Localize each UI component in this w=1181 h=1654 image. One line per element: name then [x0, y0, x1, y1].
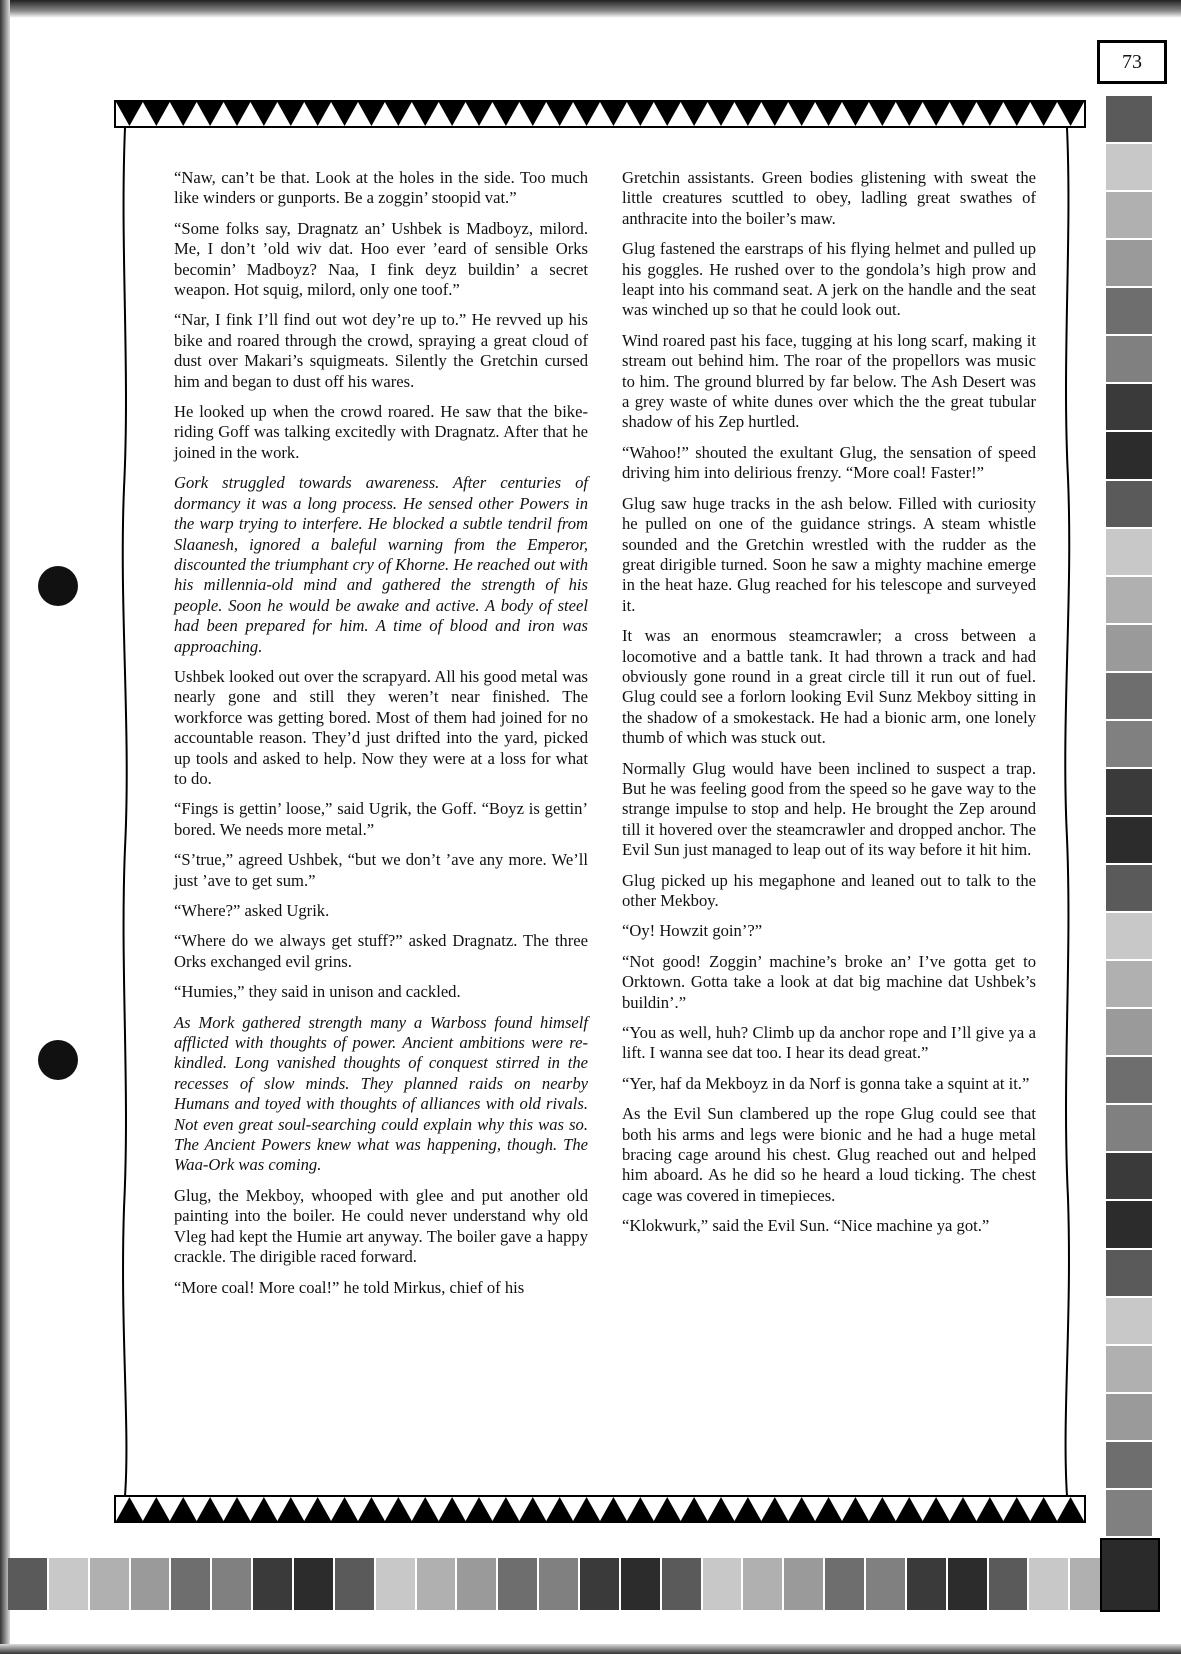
zigzag-triangle [734, 1497, 761, 1521]
glyph-tile-icon [1106, 961, 1152, 1009]
paragraph: It was an enormous steamcrawler; a cross between a locomotive and a battle tank. It had thrown a track and had obviously gone round in a great circle till it run out of fuel. Glug could see a forlorn looking Evil Sunz Mekboy sitting in the shadow of a smokestack. He had a bionic arm, one lonely thumb of which was stuck out. [622, 626, 1036, 748]
zigzag-triangle [869, 102, 896, 126]
zigzag-triangle [1057, 102, 1084, 126]
glyph-tile-icon [743, 1558, 784, 1610]
zigzag-triangle [654, 1497, 681, 1521]
zigzag-triangle [573, 102, 600, 126]
zigzag-triangle [788, 102, 815, 126]
paragraph: “Some folks say, Dragnatz an’ Ushbek is Madboyz, milord. Me, I don’t ’old wiv dat. Hoo ever ’eard of sensible Orks becomin’ Madboyz? Naa, I fink deyz buildin’ a secret weapon. Hot squig, milord, only one toof.” [174, 218, 588, 300]
zigzag-triangle [250, 1497, 277, 1521]
zigzag-triangle [412, 102, 439, 126]
zigzag-triangle [842, 1497, 869, 1521]
paragraph: As Mork gathered strength many a Warboss found himself afflicted with thoughts of power. Ancient ambitions were re-kindled. Long vanished thoughts of conquest stirred in the recesses of slow minds. They planned raids on nearby Humans and toyed with thoughts of alliances with old rivals. Not even great soul-searching could explain why this was so. The Ancient Powers knew what was happening, though. The Waa-Ork was coming. [174, 1012, 588, 1175]
zigzag-triangle [304, 1497, 331, 1521]
glyph-tile-icon [294, 1558, 335, 1610]
zigzag-triangle [466, 1497, 493, 1521]
scroll-edge-left-icon [118, 128, 132, 1496]
ork-glyph-strip-right [1106, 96, 1152, 1538]
glyph-tile-icon [989, 1558, 1030, 1610]
glyph-tile-icon [1106, 1105, 1152, 1153]
paragraph: “Nar, I fink I’ll find out wot dey’re up to.” He revved up his bike and roared through the crowd, spraying a great cloud of dust over Makari’s squigmeats. Silently the Gretchin cursed him and began to dust off his wares. [174, 310, 588, 391]
glyph-tile-icon [1106, 817, 1152, 865]
paragraph: “You as well, huh? Climb up da anchor rope and I’ll give ya a lift. I wanna see dat too. I hear its dead great.” [622, 1023, 1036, 1063]
zigzag-triangle [277, 1497, 304, 1521]
glyph-tile-icon [1106, 865, 1152, 913]
paragraph: Normally Glug would have been inclined to suspect a trap. But he was feeling good from the speed so he gave way to the strange impulse to stop and help. He brought the Zep around till it hovered over the steamcrawler and dropped anchor. The Evil Sun just managed to leap out of its way before it hit him. [622, 758, 1036, 860]
corner-glyph-icon [1100, 1538, 1160, 1612]
zigzag-triangle [412, 1497, 439, 1521]
zigzag-border-bottom-icon [114, 1495, 1086, 1523]
zigzag-triangle [546, 102, 573, 126]
zigzag-triangle [654, 102, 681, 126]
zigzag-triangle [600, 1497, 627, 1521]
scan-edge-top [0, 0, 1181, 18]
zigzag-triangle [627, 1497, 654, 1521]
zigzag-triangle [224, 1497, 251, 1521]
zigzag-triangle [170, 1497, 197, 1521]
glyph-tile-icon [457, 1558, 498, 1610]
zigzag-triangle [385, 1497, 412, 1521]
zigzag-triangle [869, 1497, 896, 1521]
zigzag-triangle [224, 102, 251, 126]
page-number-text: 73 [1122, 50, 1142, 73]
zigzag-triangle [277, 102, 304, 126]
zigzag-triangle [708, 102, 735, 126]
paragraph: “Klokwurk,” said the Evil Sun. “Nice machine ya got.” [622, 1216, 990, 1236]
glyph-tile-icon [1106, 1346, 1152, 1394]
glyph-tile-icon [212, 1558, 253, 1610]
zigzag-triangle [976, 1497, 1003, 1521]
glyph-tile-icon [1106, 1250, 1152, 1298]
paragraph: Glug picked up his megaphone and leaned out to talk to the other Mekboy. [622, 870, 1036, 910]
text-column-left [174, 168, 588, 1458]
paragraph: “Yer, haf da Mekboyz in da Norf is gonna take a squint at it.” [622, 1073, 1030, 1093]
zigzag-triangle [761, 102, 788, 126]
paragraph: Gretchin assistants. Green bodies glistening with sweat the little creatures scuttled to obey, ladling great swathes of anthracite into the boiler’s maw. [622, 168, 1036, 228]
zigzag-triangle [950, 102, 977, 126]
zigzag-triangle [358, 102, 385, 126]
glyph-tile-icon [1106, 144, 1152, 192]
glyph-tile-icon [8, 1558, 49, 1610]
zigzag-border-top-icon [114, 100, 1086, 128]
zigzag-triangle [1030, 102, 1057, 126]
glyph-tile-icon [662, 1558, 703, 1610]
glyph-tile-icon [253, 1558, 294, 1610]
glyph-tile-icon [1106, 1153, 1152, 1201]
zigzag-triangle [708, 1497, 735, 1521]
paragraph: “Humies,” they said in unison and cackled. [174, 982, 461, 1002]
glyph-tile-icon [1106, 288, 1152, 336]
glyph-tile-icon [1106, 384, 1152, 432]
glyph-tile-icon [1106, 481, 1152, 529]
glyph-tile-icon [1106, 1201, 1152, 1249]
zigzag-triangle [1030, 1497, 1057, 1521]
glyph-tile-icon [1106, 1009, 1152, 1057]
paragraph: “Where?” asked Ugrik. [174, 901, 330, 920]
zigzag-triangle [923, 102, 950, 126]
zigzag-triangle [1003, 102, 1030, 126]
body-text [174, 168, 1036, 1458]
scroll-edge-right-icon [1060, 128, 1074, 1496]
zigzag-triangle [950, 1497, 977, 1521]
zigzag-triangle [331, 1497, 358, 1521]
glyph-tile-icon [703, 1558, 744, 1610]
paragraph: “Where do we always get stuff?” asked Dragnatz. The three Orks exchanged evil grins. [174, 931, 588, 971]
scan-edge-left [0, 0, 10, 1654]
glyph-tile-icon [1106, 240, 1152, 288]
binder-hole-icon [38, 1040, 78, 1080]
paragraph: “Fings is gettin’ loose,” said Ugrik, the Goff. “Boyz is gettin’ bored. We needs more metal.” [174, 799, 588, 839]
glyph-tile-icon [621, 1558, 662, 1610]
paragraph: Gork struggled towards awareness. After centuries of dormancy it was a long process. He sensed other Powers in the warp trying to interfere. He blocked a subtle tendril from Slaanesh, ignored a baleful warning from the Emperor, discounted the triumphant cry of Khorne. He reached out with his millennia-old mind and gathered the strength of his people. Soon he would be awake and active. A body of steel had been prepared for him. A time of blood and iron was approaching. [174, 473, 588, 656]
scan-edge-bottom [0, 1644, 1181, 1654]
glyph-tile-icon [1106, 1298, 1152, 1346]
glyph-tile-icon [1029, 1558, 1070, 1610]
glyph-tile-icon [1106, 432, 1152, 480]
zigzag-triangle [923, 1497, 950, 1521]
glyph-tile-icon [49, 1558, 90, 1610]
zigzag-triangle [197, 1497, 224, 1521]
paragraph: He looked up when the crowd roared. He saw that the bike-riding Goff was talking excitedly with Dragnatz. After that he joined in the work. [174, 402, 588, 462]
glyph-tile-icon [1106, 625, 1152, 673]
zigzag-triangle [250, 102, 277, 126]
zigzag-triangle [197, 102, 224, 126]
paragraph: Glug, the Mekboy, whooped with glee and put another old painting into the boiler. He could never understand why old Vleg had kept the Humie art anyway. The boiler gave a happy crackle. The dirigible raced forward. [174, 1185, 588, 1267]
paragraph: “Naw, can’t be that. Look at the holes in the side. Too much like winders or gunports. Be a zoggin’ stoopid vat.” [174, 168, 588, 208]
zigzag-triangle [170, 102, 197, 126]
zigzag-triangle [734, 102, 761, 126]
zigzag-triangle [143, 102, 170, 126]
zigzag-triangle [842, 102, 869, 126]
glyph-tile-icon [1106, 721, 1152, 769]
glyph-tile-icon [1106, 673, 1152, 721]
glyph-tile-icon [907, 1558, 948, 1610]
glyph-tile-icon [1106, 336, 1152, 384]
glyph-tile-icon [784, 1558, 825, 1610]
zigzag-triangle [681, 102, 708, 126]
zigzag-triangle [492, 1497, 519, 1521]
paragraph: “More coal! More coal!” he told Mirkus, chief of his [174, 1277, 525, 1297]
zigzag-triangle [681, 1497, 708, 1521]
zigzag-triangle [331, 102, 358, 126]
zigzag-triangle [761, 1497, 788, 1521]
zigzag-triangle [976, 102, 1003, 126]
zigzag-triangle [385, 102, 412, 126]
zigzag-triangle [358, 1497, 385, 1521]
glyph-tile-icon [417, 1558, 458, 1610]
glyph-tile-icon [1106, 1442, 1152, 1490]
glyph-tile-icon [1106, 1490, 1152, 1538]
zigzag-triangle [492, 102, 519, 126]
zigzag-triangle [600, 102, 627, 126]
glyph-tile-icon [866, 1558, 907, 1610]
glyph-tile-icon [335, 1558, 376, 1610]
glyph-tile-icon [1106, 529, 1152, 577]
zigzag-triangle [519, 102, 546, 126]
zigzag-triangle [815, 1497, 842, 1521]
zigzag-triangle [519, 1497, 546, 1521]
zigzag-triangle [1003, 1497, 1030, 1521]
zigzag-triangle [116, 102, 143, 126]
glyph-tile-icon [1106, 577, 1152, 625]
glyph-tile-icon [539, 1558, 580, 1610]
paragraph: “Not good! Zoggin’ machine’s broke an’ I’ve gotta get to Orktown. Gotta take a look at dat big machine dat Ushbek’s buildin’.” [622, 951, 1036, 1012]
zigzag-triangle [627, 102, 654, 126]
glyph-tile-icon [1106, 769, 1152, 817]
zigzag-triangle [896, 1497, 923, 1521]
glyph-tile-icon [171, 1558, 212, 1610]
zigzag-triangle [439, 102, 466, 126]
glyph-tile-icon [825, 1558, 866, 1610]
zigzag-triangle [116, 1497, 143, 1521]
binder-hole-icon [38, 566, 78, 606]
ork-glyph-strip-bottom [8, 1558, 1152, 1610]
zigzag-triangle [788, 1497, 815, 1521]
zigzag-triangle [1057, 1497, 1084, 1521]
glyph-tile-icon [1106, 913, 1152, 961]
paragraph: As the Evil Sun clambered up the rope Glug could see that both his arms and legs were bionic and he had a huge metal bracing cage around his chest. Glug reached out and helped him aboard. As he did so he heard a loud ticking. The chest cage was covered in timepieces. [622, 1104, 1036, 1205]
zigzag-triangle [466, 102, 493, 126]
glyph-tile-icon [1106, 96, 1152, 144]
zigzag-triangle [304, 102, 331, 126]
paragraph: Wind roared past his face, tugging at his long scarf, making it stream out behind him. The roar of the propellors was music to him. The ground blurred by far below. The Ash Desert was a grey waste of white dunes over which the the great tubular shadow of his Zep hurtled. [622, 330, 1036, 432]
glyph-tile-icon [376, 1558, 417, 1610]
page-number [1097, 40, 1167, 84]
zigzag-triangle [573, 1497, 600, 1521]
zigzag-triangle [439, 1497, 466, 1521]
glyph-tile-icon [580, 1558, 621, 1610]
glyph-tile-icon [1106, 192, 1152, 240]
text-column-right [622, 168, 1036, 1458]
paragraph: “S’true,” agreed Ushbek, “but we don’t ’ave any more. We’ll just ’ave to get sum.” [174, 850, 588, 890]
glyph-tile-icon [1106, 1394, 1152, 1442]
glyph-tile-icon [498, 1558, 539, 1610]
glyph-tile-icon [1106, 1057, 1152, 1105]
glyph-tile-icon [948, 1558, 989, 1610]
zigzag-triangle [546, 1497, 573, 1521]
glyph-tile-icon [131, 1558, 172, 1610]
paragraph: Glug fastened the earstraps of his flying helmet and pulled up his goggles. He rushed over to the gondola’s high prow and leapt into his command seat. A jerk on the handle and the seat was winched up so that he could look out. [622, 239, 1036, 320]
paragraph: “Wahoo!” shouted the exultant Glug, the sensation of speed driving him into delirious frenzy. “More coal! Faster!” [622, 442, 1036, 483]
paragraph: Ushbek looked out over the scrapyard. All his good metal was nearly gone and still they weren’t near finished. The workforce was getting bored. Most of them had joined for no accountable reason. They’d just drifted into the yard, picked up tools and asked to help. Now they were at a loss for what to do. [174, 666, 588, 788]
glyph-tile-icon [90, 1558, 131, 1610]
zigzag-triangle [896, 102, 923, 126]
paragraph: “Oy! Howzit goin’?” [622, 921, 763, 941]
paragraph: Glug saw huge tracks in the ash below. Filled with curiosity he pulled on one of the guidance strings. A steam whistle sounded and the Gretchin wrestled with the rudder as the great dirigible turned. Soon he saw a mighty machine emerge in the heat haze. Glug reached for his telescope and surveyed it. [622, 493, 1036, 615]
zigzag-triangle [815, 102, 842, 126]
zigzag-triangle [143, 1497, 170, 1521]
